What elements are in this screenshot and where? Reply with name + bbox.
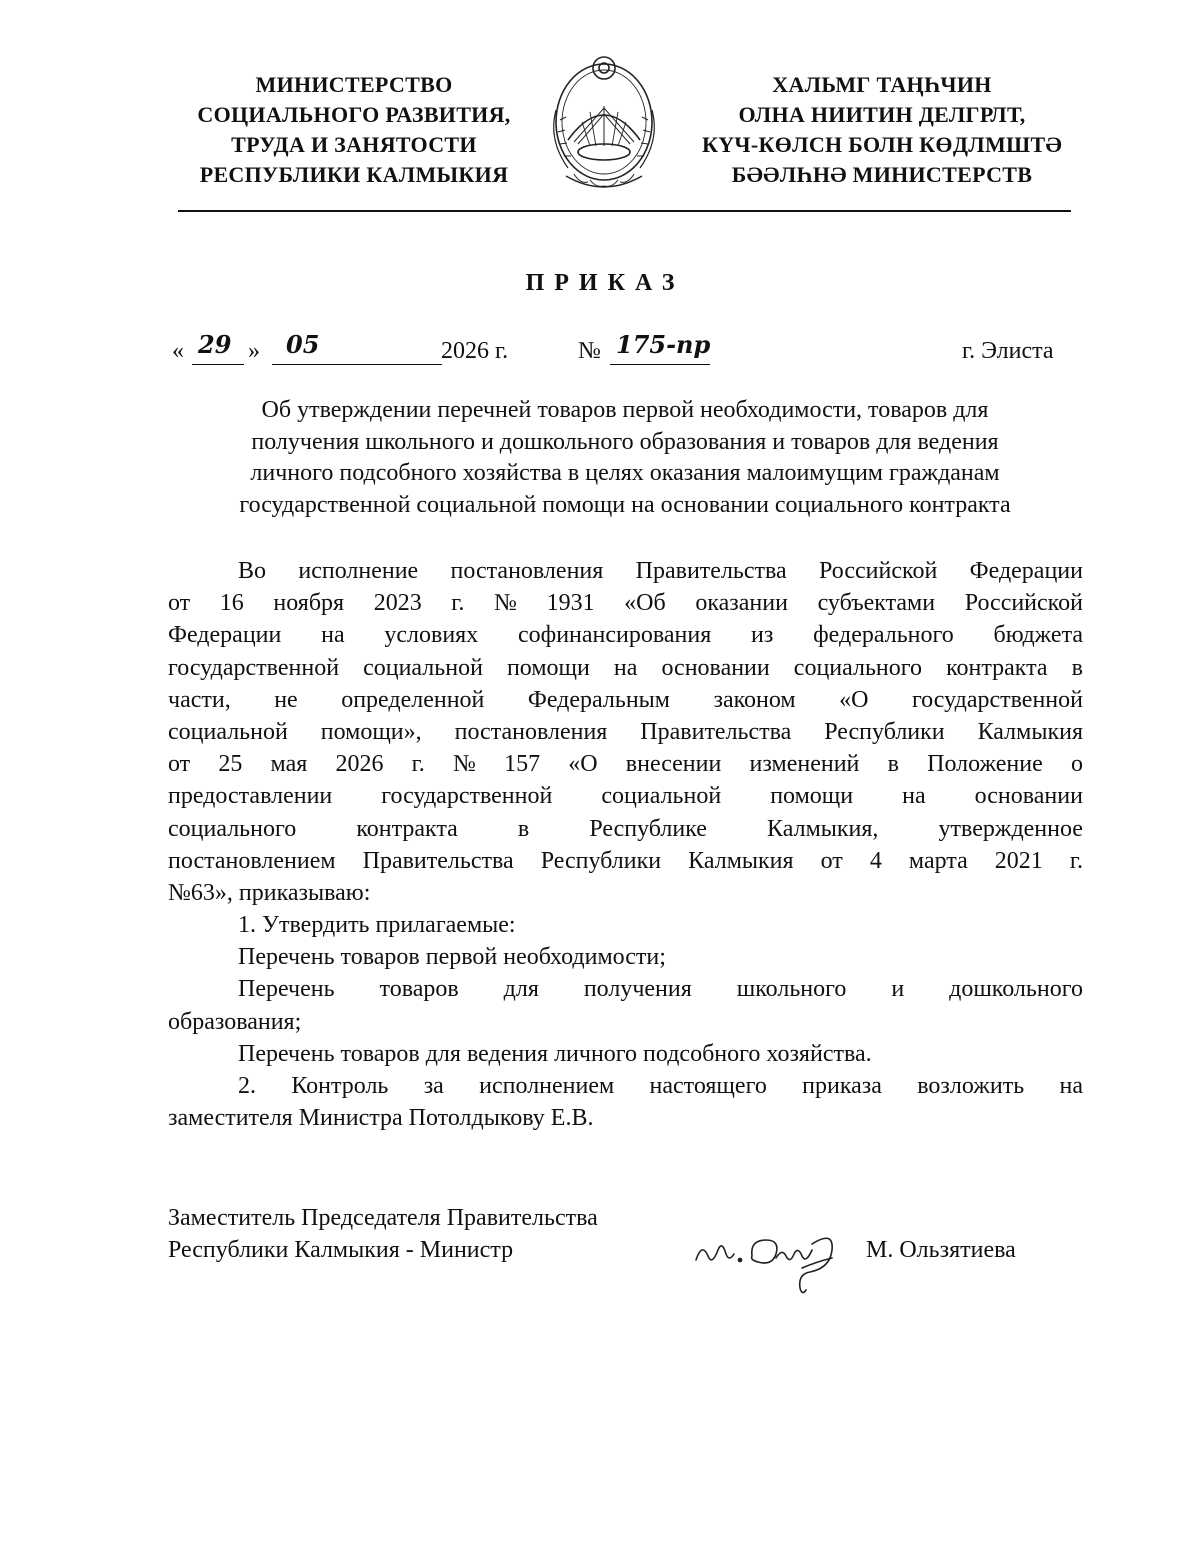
list-item: Перечень товаров первой необходимости; (238, 944, 666, 971)
list-item: Перечень товаров для ведения личного подсобного хозяйства. (238, 1040, 872, 1067)
word: исполнением (479, 1073, 615, 1099)
word: оказании (695, 590, 788, 617)
item-2 (168, 1070, 1083, 1102)
order-number-handwritten: 175-пр (616, 330, 711, 359)
word: социального (168, 815, 297, 842)
word: государственной (381, 783, 553, 810)
order-body (168, 555, 1083, 1134)
preamble-line (168, 780, 1083, 812)
word: для (503, 976, 539, 1003)
list-item-continuation: образования; (168, 1008, 302, 1035)
word: Федерации (969, 558, 1083, 584)
word: Во (238, 558, 267, 584)
word: приказа (802, 1073, 882, 1099)
word: Контроль (291, 1073, 389, 1099)
word: Калмыкия, (767, 815, 879, 842)
word: «О (568, 751, 598, 778)
word: субъектами (817, 590, 936, 617)
order-number-label: № (578, 338, 601, 364)
word: в (887, 751, 899, 778)
word: 4 (869, 847, 882, 874)
subject-line: личного подсобного хозяйства в целях оказания малоимущим гражданам (250, 460, 1000, 486)
word: на (902, 783, 926, 810)
preamble-line (168, 845, 1083, 877)
date-year: 2026 г. (441, 338, 509, 364)
preamble-line (168, 555, 1083, 587)
word: за (423, 1073, 444, 1099)
preamble-line (168, 587, 1083, 619)
word: социальной (601, 783, 722, 810)
word: на (613, 654, 638, 681)
ministry-name-kalmyk (682, 70, 1082, 190)
word: условиях (384, 622, 479, 649)
word: Положение (927, 751, 1043, 778)
word: о (1070, 751, 1083, 778)
item-2-continuation: заместителя Министра Потолдыкову Е.В. (168, 1105, 594, 1132)
word: изменений (749, 751, 860, 778)
word: Перечень (238, 976, 335, 1003)
date-quote-close: » (248, 338, 260, 364)
word: г. (411, 751, 425, 778)
word: помощи (770, 783, 854, 810)
word: марта (908, 847, 968, 874)
handwritten-signature (690, 1216, 860, 1296)
word: основании (974, 783, 1083, 810)
word: законом (713, 686, 796, 713)
preamble-line: №63», приказываю: (168, 879, 371, 906)
word: Калмыкия (977, 718, 1083, 745)
word: предоставлении (168, 783, 333, 810)
coat-of-arms-emblem (538, 50, 670, 194)
header-divider (178, 210, 1071, 212)
word: «Об (624, 590, 666, 617)
word: государственной (911, 686, 1083, 713)
word: товаров (379, 976, 459, 1003)
word: бюджета (993, 622, 1083, 649)
word: Республики (540, 847, 662, 874)
word: г. (1069, 847, 1083, 874)
preamble-line (168, 684, 1083, 716)
word: 25 (218, 751, 243, 778)
day-underline (192, 364, 244, 365)
item-1: 1. Утвердить прилагаемые: (238, 912, 516, 939)
ministry-name-russian (168, 70, 540, 190)
word: определенной (341, 686, 485, 713)
word: части, (168, 686, 231, 713)
preamble-line (168, 716, 1083, 748)
word: Калмыкия (688, 847, 794, 874)
date-month-handwritten: 05 (286, 330, 320, 359)
word: ноября (273, 590, 345, 617)
word: и (891, 976, 905, 1003)
word: в (1071, 654, 1083, 681)
date-quote-open: « (172, 338, 184, 364)
word: Правительства (640, 718, 792, 745)
word: № (452, 751, 476, 778)
signatory-position (168, 1202, 598, 1266)
subject-line: Об утверждении перечней товаров первой необходимости, товаров для (261, 397, 989, 423)
word: помощи (506, 654, 590, 681)
order-subject (150, 395, 1100, 521)
word: Правительства (635, 558, 787, 584)
word: «О (839, 686, 869, 713)
word: 157 (504, 751, 541, 778)
preamble-line (168, 652, 1083, 684)
word: из (751, 622, 774, 649)
subject-line: государственной социальной помощи на основании социального контракта (239, 491, 1011, 518)
position-line: Заместитель Председателя Правительства (168, 1205, 598, 1231)
word: федерального (813, 622, 954, 649)
word: школьного (736, 976, 847, 1003)
signatory-name: М. Ользятиева (866, 1237, 1016, 1263)
list-item (168, 973, 1083, 1005)
position-line: Республики Калмыкия - Министр (168, 1237, 514, 1263)
word: Федерации (168, 622, 282, 649)
word: государственной (168, 654, 340, 681)
word: Российской (819, 558, 938, 584)
word: 16 (219, 590, 244, 617)
word: настоящего (649, 1073, 767, 1099)
subject-line: получения школьного и дошкольного образования и товаров для ведения (251, 428, 999, 455)
city: г. Элиста (962, 338, 1054, 364)
word: Федеральным (527, 686, 670, 713)
ministry-name-line: РЕСПУБЛИКИ КАЛМЫКИЯ (199, 162, 509, 187)
word: Правительства (362, 847, 514, 874)
word: не (274, 686, 298, 713)
ministry-name-line: ХАЛЬМГ ТАҢҺЧИН (772, 72, 992, 97)
word: утвержденное (938, 815, 1083, 842)
word: дошкольного (949, 976, 1083, 1003)
word: постановления (450, 558, 604, 584)
word: постановления (454, 718, 608, 745)
word: в (517, 815, 530, 842)
word: исполнение (298, 558, 419, 584)
word: г. (451, 590, 465, 617)
word: социального (793, 654, 923, 681)
preamble-line (168, 813, 1083, 845)
word: помощи», (320, 718, 422, 745)
word: внесении (625, 751, 722, 778)
word: Республики (824, 718, 945, 745)
preamble-line (168, 619, 1083, 651)
ministry-name-line: СОЦИАЛЬНОГО РАЗВИТИЯ, (197, 102, 511, 127)
word: от (168, 590, 191, 617)
word: от (168, 751, 191, 778)
ministry-name-line: БӘӘЛҺНӘ МИНИСТЕРСТВ (731, 162, 1033, 187)
word: социальной (168, 718, 288, 745)
number-underline (610, 364, 710, 365)
word: контракта (946, 654, 1048, 681)
preamble-line (168, 748, 1083, 780)
word: Российской (964, 590, 1083, 617)
word: 2021 (994, 847, 1043, 874)
word: мая (270, 751, 308, 778)
ministry-name-line: ОЛНА НИИТИН ДЕЛГРЛТ, (738, 102, 1026, 127)
word: 2. (238, 1073, 256, 1099)
word: постановлением (168, 847, 336, 874)
word: контракта (356, 815, 458, 842)
word: основании (661, 654, 770, 681)
month-underline (272, 364, 442, 365)
word: от (820, 847, 843, 874)
word: 1931 (546, 590, 595, 617)
word: Республике (589, 815, 707, 842)
document-title: ПРИКАЗ (525, 270, 685, 296)
word: софинансирования (517, 622, 712, 649)
word: № (494, 590, 517, 617)
word: на (321, 622, 345, 649)
word: на (1059, 1073, 1083, 1099)
word: 2026 (335, 751, 384, 778)
ministry-name-line: ТРУДА И ЗАНЯТОСТИ (231, 132, 477, 157)
ministry-name-line: КҮЧ-КӨЛСН БОЛН КӨДЛМШТӘ (701, 132, 1063, 157)
word: социальной (363, 654, 483, 681)
ministry-name-line: МИНИСТЕРСТВО (255, 72, 453, 97)
date-day-handwritten: 29 (198, 330, 232, 359)
word: возложить (917, 1073, 1025, 1099)
word: получения (583, 976, 692, 1003)
word: 2023 (373, 590, 422, 617)
